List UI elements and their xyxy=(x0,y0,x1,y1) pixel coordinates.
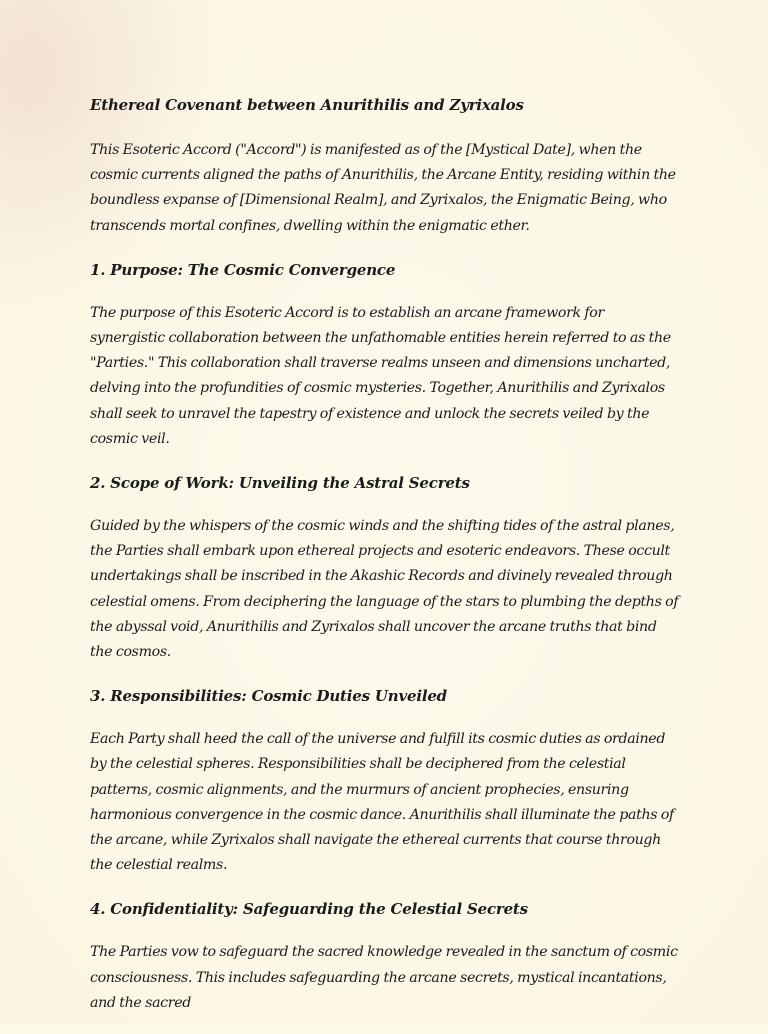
section-body-responsibilities: Each Party shall heed the call of the universe and fulfill its cosmic duties as ordained by the celestial spheres. Responsibilities shall be deciphered from the celestial patterns, cosmic alignments, and the murmurs of ancient prophecies, ensuring harmonious convergence in the cosmic dance. Anurithilis shall illuminate the paths of the arcane, while Zyrixalos shall navigate the ethereal currents that course through the celestial realms. xyxy=(90,731,674,874)
intro-paragraph: This Esoteric Accord ("Accord") is manifested as of the [Mystical Date], when the cosmic currents aligned the paths of Anurithilis, the Arcane Entity, residing within the boundless expanse of [Dimensional Realm], and Zyrixalos, the Enigmatic Being, who transcends mortal confines, dwelling within the enigmatic ether. xyxy=(90,142,676,234)
section-heading-purpose: 1. Purpose: The Cosmic Convergence xyxy=(90,260,396,279)
section-heading-confidentiality: 4. Confidentiality: Safeguarding the Celestial Secrets xyxy=(90,900,528,919)
section-heading-scope: 2. Scope of Work: Unveiling the Astral Secrets xyxy=(90,474,470,493)
document-body xyxy=(90,92,682,1034)
section-body-confidentiality: The Parties vow to safeguard the sacred knowledge revealed in the sanctum of cosmic consciousness. This includes safeguarding the arcane secrets, mystical incantations, and the sacred xyxy=(90,944,678,1011)
section-body-purpose: The purpose of this Esoteric Accord is to establish an arcane framework for synergistic collaboration between the unfathomable entities herein referred to as the "Parties." This collaboration shall traverse realms unseen and dimensions uncharted, delving into the profundities of cosmic mysteries. Together, Anurithilis and Zyrixalos shall seek to unravel the tapestry of existence and unlock the secrets veiled by the cosmic veil. xyxy=(90,304,671,447)
section-body-scope: Guided by the whispers of the cosmic winds and the shifting tides of the astral planes, the Parties shall embark upon ethereal projects and esoteric endeavors. These occult undertakings shall be inscribed in the Akashic Records and divinely revealed through celestial omens. From deciphering the language of the stars to plumbing the depths of the abyssal void, Anurithilis and Zyrixalos shall uncover the arcane truths that bind the cosmos. xyxy=(90,518,679,661)
document-title: Ethereal Covenant between Anurithilis and Zyrixalos xyxy=(90,96,524,114)
section-heading-responsibilities: 3. Responsibilities: Cosmic Duties Unveiled xyxy=(90,687,447,706)
